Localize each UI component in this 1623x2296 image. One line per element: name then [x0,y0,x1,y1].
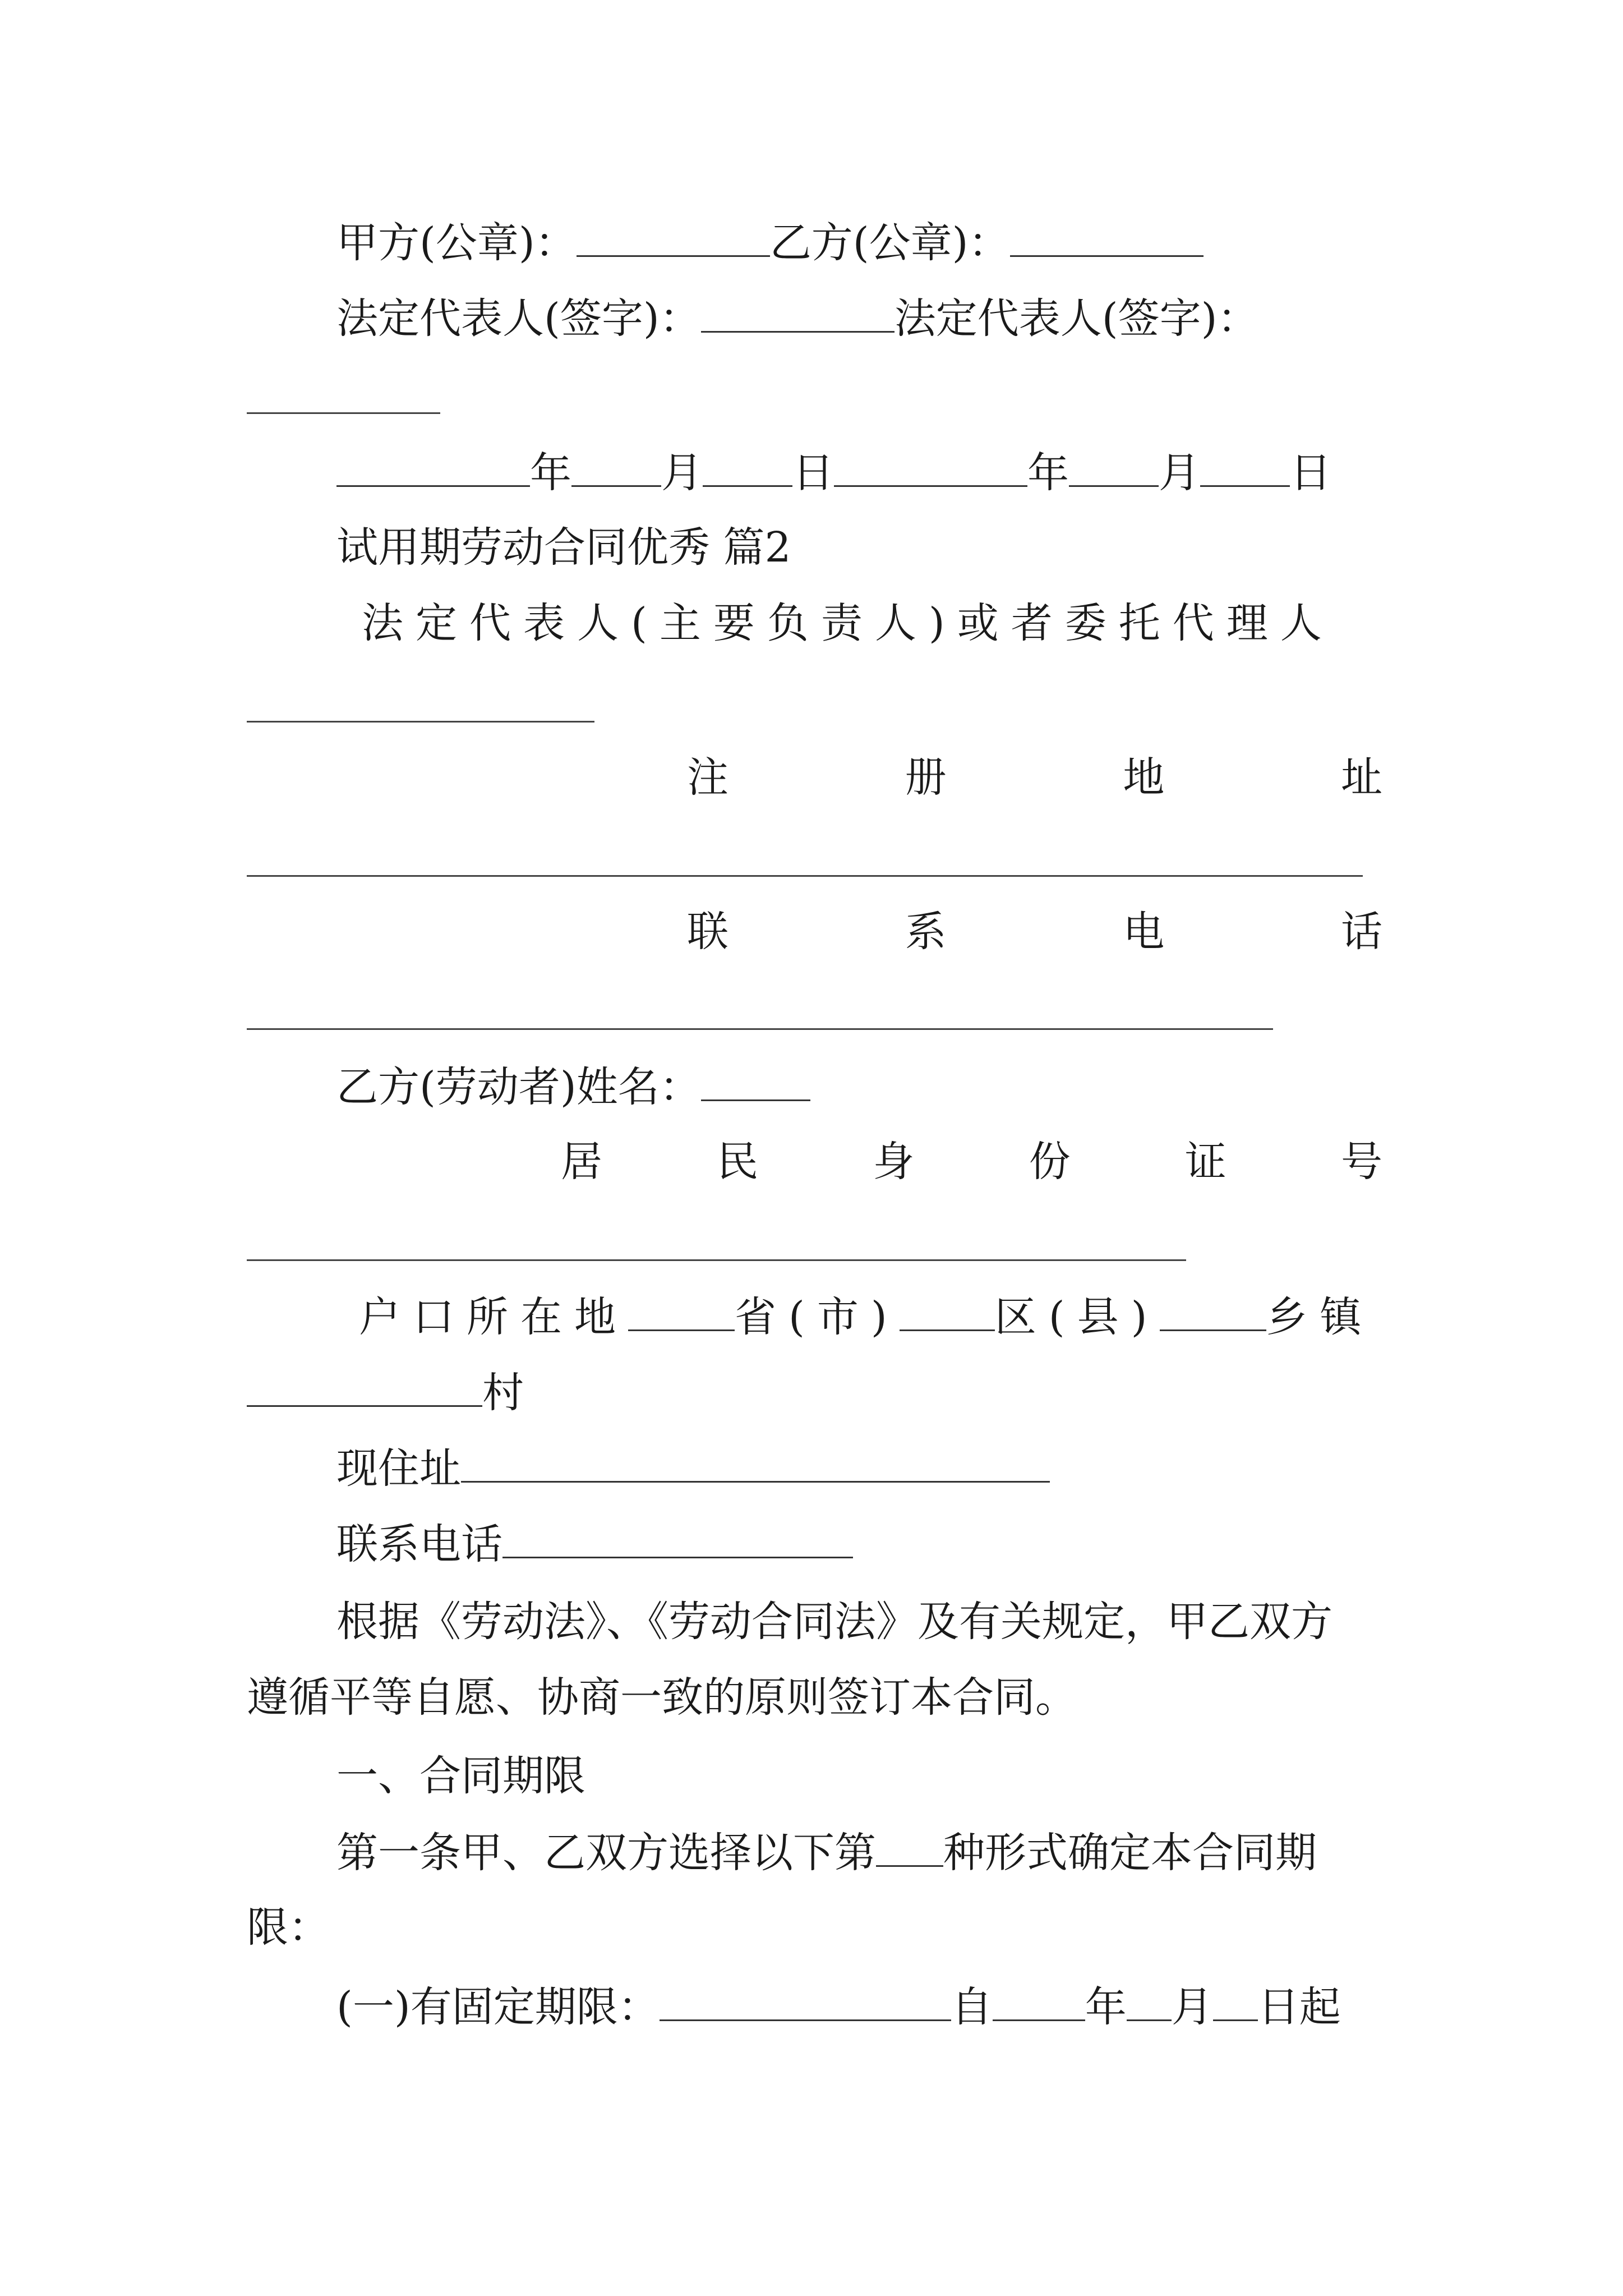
reg-address-label [687,752,1382,803]
hukou-province-label: 省(市) [735,1293,900,1341]
rep-sign-b-blank [247,412,440,414]
hukou-town-blank [1160,1290,1266,1331]
phone-blank [247,1028,1273,1030]
id-char: 民 [717,1138,759,1186]
phone-char: 联 [687,908,728,956]
hukou-label: 户口所在地 [359,1293,628,1341]
start-month-label: 月 [1171,1983,1213,2031]
id-char: 份 [1029,1138,1071,1186]
hukou-village-line [247,1366,524,1418]
phone-char: 话 [1340,908,1382,956]
month-b-label: 月 [1159,449,1200,497]
year-a-blank [336,446,530,487]
current-address-line [336,1442,1050,1493]
contact-phone-line [336,1517,853,1569]
month-a-blank [571,446,661,487]
reg-address-char: 址 [1340,753,1382,802]
rep-sign-b-label: 法定代表人(签字)： [894,295,1259,343]
fixed-term-blank [660,1980,951,2021]
reg-address-char: 册 [905,753,947,802]
party-b-seal-label: 乙方(公章)： [769,219,1010,267]
hukou-village-label: 村 [482,1369,524,1417]
id-char: 居 [561,1138,602,1186]
contact-phone-label: 联系电话 [336,1520,502,1568]
start-day-blank [1213,1980,1258,2021]
id-number-label [561,1136,1382,1188]
start-year-blank [993,1980,1085,2021]
fixed-term-line [336,1980,1341,2032]
basis-paragraph-line-2: 遵循平等自愿、协商一致的原则签订本合同。 [247,1673,1077,1722]
day-b-label: 日 [1290,449,1331,497]
from-label: 自 [951,1983,993,2031]
phone-char: 电 [1123,908,1165,956]
current-address-blank [461,1442,1050,1483]
rep-sign-a-label: 法定代表人(签字)： [336,295,701,343]
month-a-label: 月 [661,449,703,497]
year-b-blank [834,446,1027,487]
article-1-text-b: 种形式确定本合同期 [943,1829,1317,1877]
fixed-term-label: (一)有固定期限： [336,1983,660,2031]
heading-contract-term: 一、合同期限 [336,1752,585,1800]
article-1-text-a: 第一条甲、乙双方选择以下第 [336,1829,876,1877]
article-1-blank [876,1826,943,1867]
phone-char: 系 [905,908,947,956]
contact-phone-blank [502,1517,853,1558]
basis-paragraph-line-1: 根据《劳动法》、《劳动合同法》及有关规定，甲乙双方 [336,1598,1332,1646]
day-b-blank [1200,446,1290,487]
year-a-label: 年 [530,449,571,497]
hukou-line [359,1290,1374,1342]
reg-address-char: 注 [687,753,728,802]
id-char: 身 [873,1138,915,1186]
start-month-blank [1127,1980,1172,2021]
id-char: 证 [1184,1138,1227,1186]
legal-rep-blank [247,721,594,723]
current-address-label: 现住址 [336,1444,461,1493]
start-year-label: 年 [1085,1983,1127,2031]
party-b-name-label: 乙方(劳动者)姓名： [336,1063,701,1111]
article-1-line-2: 限： [247,1903,330,1952]
month-b-blank [1069,446,1159,487]
day-a-label: 日 [792,449,834,497]
seal-line [336,216,1204,268]
section-title: 试用期劳动合同优秀 篇2 [336,523,791,572]
id-number-blank [247,1259,1186,1261]
party-a-seal-label: 甲方(公章)： [336,219,577,267]
start-label: 日起 [1257,1983,1341,2031]
hukou-village-blank [247,1366,482,1407]
party-b-name-line [336,1060,810,1112]
legal-rep-label: 法定代表人(主要负责人)或者委托代理人 [362,599,1334,647]
party-b-seal-blank [1010,216,1204,257]
rep-sign-a-blank [701,292,895,333]
hukou-district-label: 区(县) [994,1293,1160,1341]
party-a-seal-blank [577,216,770,257]
hukou-district-blank [900,1290,995,1331]
rep-sign-line [336,292,1259,343]
id-char: 号 [1340,1138,1382,1186]
date-line [336,446,1331,498]
day-a-blank [703,446,792,487]
hukou-province-blank [628,1290,735,1331]
reg-address-char: 地 [1123,753,1165,802]
phone-label [687,906,1382,958]
party-b-name-blank [701,1060,810,1101]
article-1-line-1 [336,1826,1317,1878]
year-b-label: 年 [1027,449,1069,497]
hukou-town-label: 乡镇 [1266,1293,1374,1341]
reg-address-blank [247,875,1363,877]
